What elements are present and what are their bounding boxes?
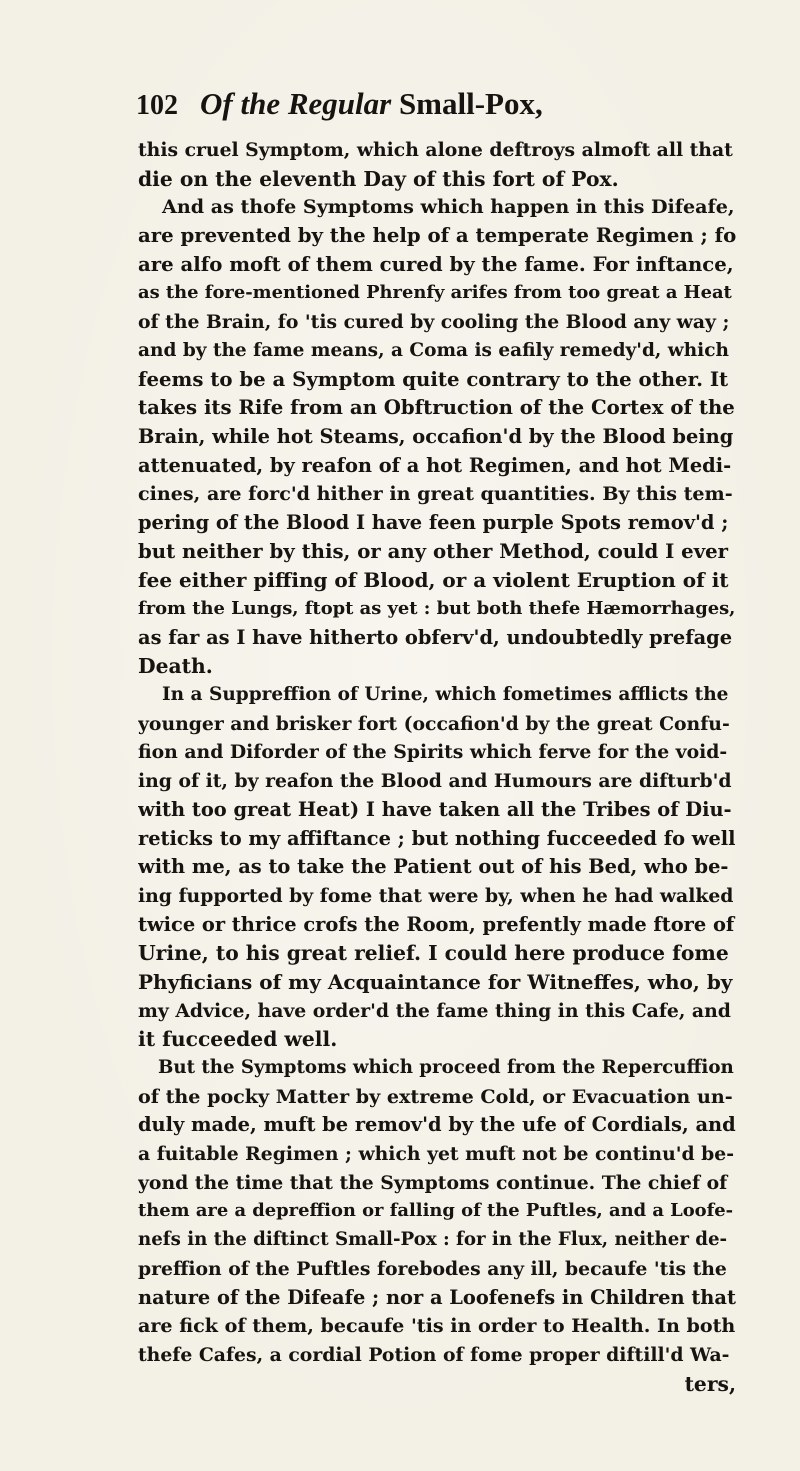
text-line: die on the eleventh Day of this fort of Pox. xyxy=(138,166,619,191)
text-line: as the fore-mentioned Phrenfy arifes from too great a Heat xyxy=(138,282,732,304)
text-line: my Advice, have order'd the fame thing in this Cafe, and xyxy=(138,999,731,1022)
text-line: as far as I have hitherto obferv'd, undoubtedly prefage xyxy=(138,625,733,649)
text-line: ing of it, by reafon the Blood and Humours are difturb'd xyxy=(138,770,732,793)
text-line: it fucceeded well. xyxy=(138,1027,338,1052)
text-line: Brain, while hot Steams, occafion'd by the Blood being xyxy=(138,424,734,448)
body-text xyxy=(138,136,736,1398)
text-line: But the Symptoms which proceed from the Repercuffion xyxy=(158,1057,734,1078)
text-line: this cruel Symptom, which alone deftroys almoft all that xyxy=(138,139,733,161)
text-line: with too great Heat) I have taken all the Tribes of Diu- xyxy=(138,797,732,821)
text-line: cines, are forc'd hither in great quantities. By this tem- xyxy=(138,482,733,506)
text-line: reticks to my affiftance ; but nothing fucceeded fo well xyxy=(138,826,736,850)
text-line: ing fupported by fome that were by, when he had walked xyxy=(138,884,734,907)
text-line: from the Lungs, ftopt as yet : but both thefe Hæmorrhages, xyxy=(138,598,736,619)
text-line: thefe Cafes, a cordial Potion of fome proper diftill'd Wa- xyxy=(138,1343,730,1366)
catchword: ters, xyxy=(684,1371,736,1396)
text-line: of the pocky Matter by extreme Cold, or Evacuation un- xyxy=(138,1084,733,1108)
text-line: And as thofe Symptoms which happen in this Difeafe, xyxy=(162,195,735,219)
text-line: yond the time that the Symptoms continue. The chief of xyxy=(138,1171,728,1194)
text-line: younger and brisker fort (occafion'd by the great Confu- xyxy=(138,712,730,735)
text-line: preffion of the Puftles forebodes any ill, becaufe 'tis the xyxy=(138,1257,727,1280)
text-line: nature of the Difeafe ; nor a Loofenefs in Children that xyxy=(138,1285,736,1309)
text-line: with me, as to take the Patient out of his Bed, who be- xyxy=(138,855,729,879)
text-line: takes its Rife from an Obftruction of the Cortex of the xyxy=(138,396,735,420)
text-line: Phyficians of my Acquaintance for Witneffes, who, by xyxy=(138,969,733,994)
text-line: feems to be a Symptom quite contrary to the other. It xyxy=(138,367,729,391)
running-title xyxy=(200,86,543,122)
page-number: 102 xyxy=(136,90,178,121)
running-header xyxy=(138,86,736,136)
text-line: are prevented by the help of a temperate Regimen ; fo xyxy=(138,224,736,248)
text-line: pering of the Blood I have feen purple Spots remov'd ; xyxy=(138,510,729,534)
text-line: Urine, to his great relief. I could here produce fome xyxy=(138,941,729,966)
running-title-italic: Of the Regular xyxy=(200,86,392,121)
text-line: attenuated, by reafon of a hot Regimen, and hot Medi- xyxy=(138,453,732,477)
text-line: duly made, muft be remov'd by the ufe of Cordials, and xyxy=(138,1113,736,1137)
text-line: Death. xyxy=(138,654,213,679)
text-line: are fick of them, becaufe 'tis in order to Health. In both xyxy=(138,1314,736,1338)
text-line: are alfo moft of them cured by the fame. For inftance, xyxy=(138,252,734,276)
text-line: fion and Diforder of the Spirits which ferve for the void- xyxy=(138,741,728,764)
text-line: them are a depreffion or falling of the Puftles, and a Loofe- xyxy=(138,1200,734,1222)
text-block xyxy=(138,86,736,1398)
text-line: fee either piffing of Blood, or a violent Eruption of it xyxy=(138,568,729,593)
text-line: and by the fame means, a Coma is eafily remedy'd, which xyxy=(138,339,729,361)
text-line: In a Suppreffion of Urine, which fometimes afflicts the xyxy=(162,684,729,706)
text-line: a fuitable Regimen ; which yet muft not be continu'd be- xyxy=(138,1143,735,1166)
text-line: twice or thrice crofs the Room, prefently made ftore of xyxy=(138,912,735,936)
text-line: nefs in the diftinct Small-Pox : for in the Flux, neither de- xyxy=(138,1229,728,1251)
running-title-roman: Small-Pox, xyxy=(398,86,543,121)
text-line: of the Brain, fo 'tis cured by cooling the Blood any way ; xyxy=(138,311,730,334)
text-line: but neither by this, or any other Method, could I ever xyxy=(138,539,729,563)
